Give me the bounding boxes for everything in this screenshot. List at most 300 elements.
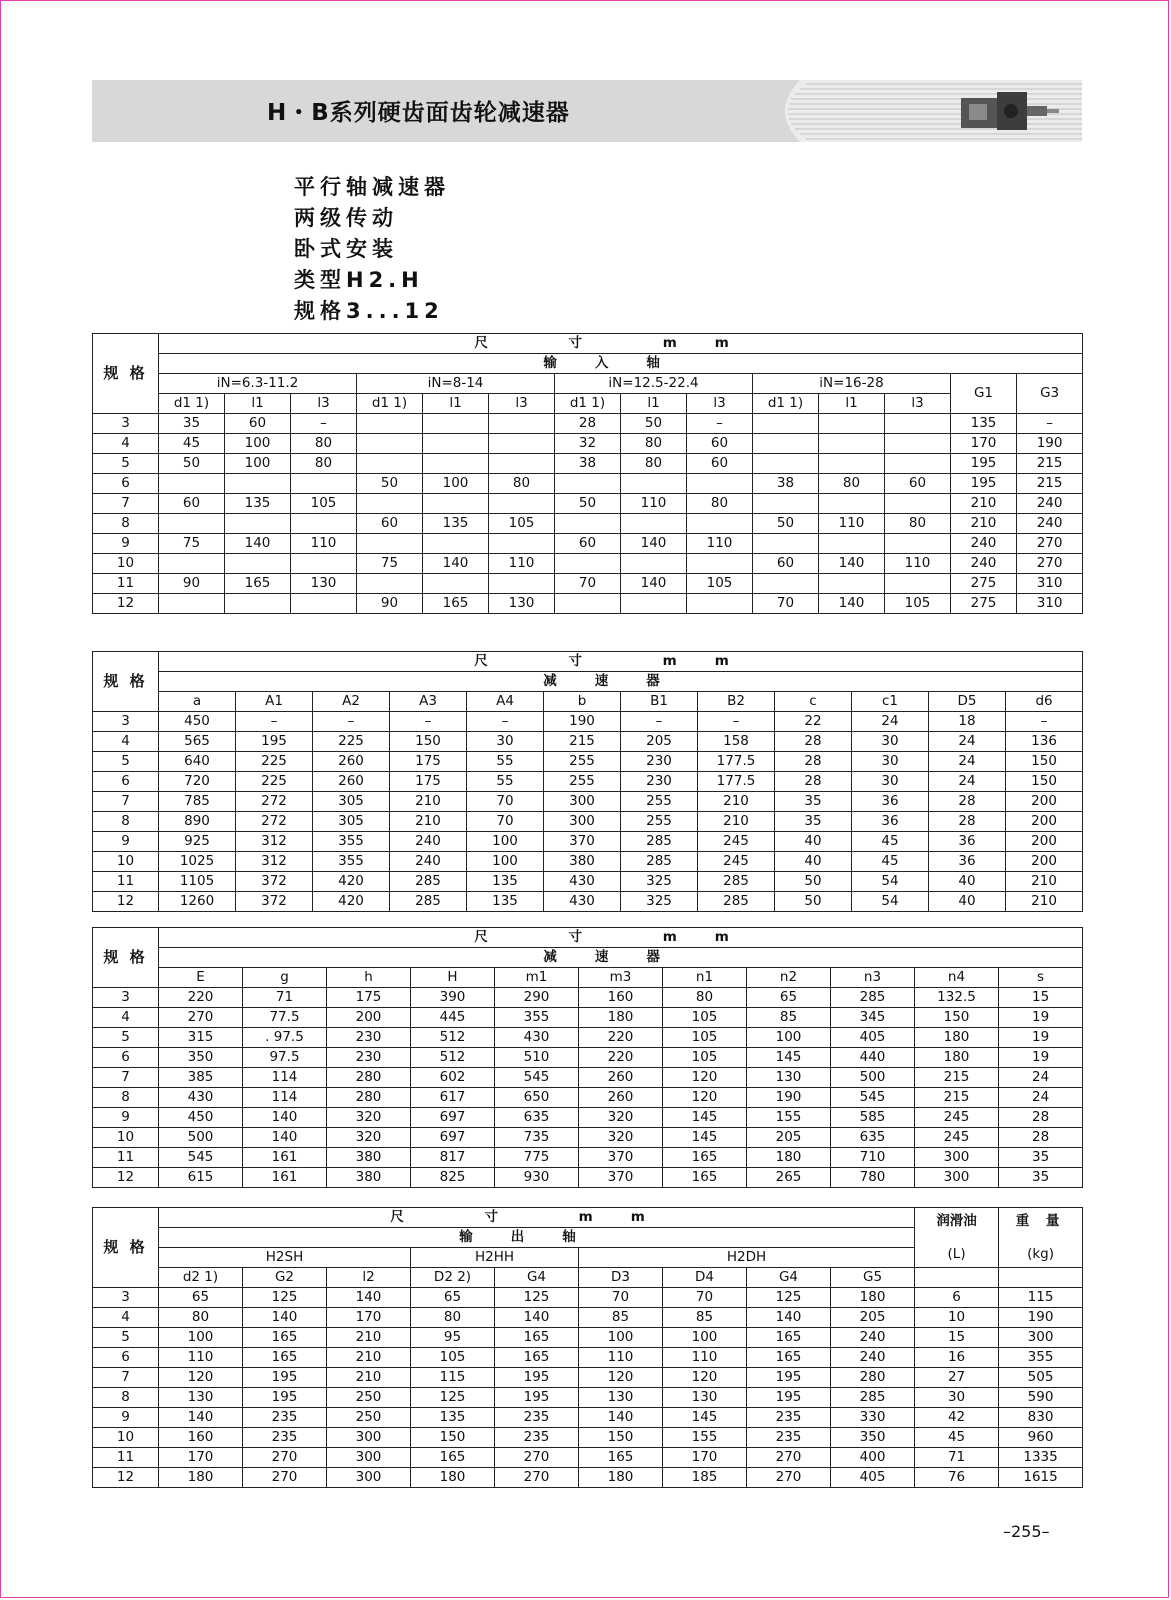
- column-header: A2: [313, 692, 390, 712]
- value-cell: 635: [831, 1128, 915, 1148]
- value-cell: 65: [411, 1288, 495, 1308]
- value-cell: [489, 494, 555, 514]
- value-cell: 312: [236, 832, 313, 852]
- size-cell: 10: [93, 852, 159, 872]
- value-cell: 110: [663, 1348, 747, 1368]
- value-cell: 140: [225, 534, 291, 554]
- value-cell: 177.5: [698, 772, 775, 792]
- value-cell: [621, 594, 687, 614]
- model-group: H2HH: [411, 1248, 579, 1268]
- column-header: A4: [467, 692, 544, 712]
- value-cell: 270: [159, 1008, 243, 1028]
- value-cell: 545: [831, 1088, 915, 1108]
- value-cell: 24: [999, 1068, 1083, 1088]
- value-cell: 120: [663, 1068, 747, 1088]
- value-cell: 105: [663, 1008, 747, 1028]
- value-cell: 225: [236, 772, 313, 792]
- value-cell: 15: [915, 1328, 999, 1348]
- table-row: [93, 892, 1083, 912]
- value-cell: 165: [663, 1168, 747, 1188]
- value-cell: 10: [915, 1308, 999, 1328]
- column-header: d1 1): [159, 394, 225, 414]
- value-cell: 380: [327, 1168, 411, 1188]
- value-cell: 1105: [159, 872, 236, 892]
- value-cell: 240: [951, 554, 1017, 574]
- size-cell: 12: [93, 1168, 159, 1188]
- value-cell: [423, 414, 489, 434]
- value-cell: 30: [467, 732, 544, 752]
- value-cell: 40: [775, 832, 852, 852]
- value-cell: 1260: [159, 892, 236, 912]
- value-cell: 312: [236, 852, 313, 872]
- value-cell: 180: [159, 1468, 243, 1488]
- value-cell: [885, 494, 951, 514]
- value-cell: 225: [313, 732, 390, 752]
- value-cell: 250: [327, 1388, 411, 1408]
- value-cell: 240: [831, 1328, 915, 1348]
- column-header: D2 2): [411, 1268, 495, 1288]
- value-cell: 205: [621, 732, 698, 752]
- table-row: [93, 1288, 1083, 1308]
- value-cell: 270: [243, 1468, 327, 1488]
- value-cell: 370: [579, 1148, 663, 1168]
- value-cell: 150: [411, 1428, 495, 1448]
- size-cell: 3: [93, 988, 159, 1008]
- value-cell: 240: [1017, 514, 1083, 534]
- oil-header: [915, 1208, 999, 1268]
- value-cell: 97.5: [243, 1048, 327, 1068]
- value-cell: 245: [698, 832, 775, 852]
- value-cell: [423, 434, 489, 454]
- table-row: [93, 594, 1083, 614]
- value-cell: 165: [747, 1348, 831, 1368]
- value-cell: 160: [579, 988, 663, 1008]
- size-cell: 11: [93, 1148, 159, 1168]
- value-cell: 70: [555, 574, 621, 594]
- value-cell: 275: [951, 594, 1017, 614]
- table-row: [93, 434, 1083, 454]
- table-row: [93, 574, 1083, 594]
- ratio-group: iN=8-14: [357, 374, 555, 394]
- value-cell: 380: [327, 1148, 411, 1168]
- column-header: n2: [747, 968, 831, 988]
- value-cell: [621, 554, 687, 574]
- value-cell: 210: [1006, 872, 1083, 892]
- value-cell: –: [1017, 414, 1083, 434]
- value-cell: 320: [327, 1108, 411, 1128]
- value-cell: 145: [663, 1408, 747, 1428]
- row-label: 规 格: [93, 652, 159, 712]
- value-cell: 1025: [159, 852, 236, 872]
- value-cell: 430: [544, 872, 621, 892]
- value-cell: 260: [313, 772, 390, 792]
- value-cell: 45: [915, 1428, 999, 1448]
- dimension-title: 尺 寸 mm: [159, 928, 1083, 948]
- value-cell: 60: [687, 454, 753, 474]
- value-cell: 270: [1017, 554, 1083, 574]
- column-header: l2: [327, 1268, 411, 1288]
- value-cell: 135: [225, 494, 291, 514]
- value-cell: 500: [159, 1128, 243, 1148]
- value-cell: 450: [159, 1108, 243, 1128]
- weight-label: 重 量: [1015, 1212, 1066, 1229]
- value-cell: [357, 434, 423, 454]
- subtitle-line: 类型H2.H: [294, 268, 424, 292]
- value-cell: [885, 414, 951, 434]
- value-cell: 215: [915, 1088, 999, 1108]
- value-cell: 35: [999, 1148, 1083, 1168]
- table-row: [93, 772, 1083, 792]
- value-cell: 130: [663, 1388, 747, 1408]
- value-cell: 280: [831, 1368, 915, 1388]
- value-cell: [291, 514, 357, 534]
- value-cell: 215: [544, 732, 621, 752]
- value-cell: 210: [327, 1368, 411, 1388]
- value-cell: 28: [929, 812, 1006, 832]
- value-cell: 16: [915, 1348, 999, 1368]
- value-cell: 30: [852, 752, 929, 772]
- value-cell: 110: [819, 514, 885, 534]
- column-header: s: [999, 968, 1083, 988]
- section-title: 输出轴: [159, 1228, 915, 1248]
- value-cell: 140: [621, 534, 687, 554]
- value-cell: [291, 594, 357, 614]
- size-cell: 8: [93, 812, 159, 832]
- value-cell: 310: [1017, 574, 1083, 594]
- value-cell: [819, 574, 885, 594]
- value-cell: 24: [929, 772, 1006, 792]
- ratio-group: iN=16-28: [753, 374, 951, 394]
- value-cell: 24: [852, 712, 929, 732]
- size-cell: 10: [93, 554, 159, 574]
- value-cell: 215: [1017, 474, 1083, 494]
- value-cell: 180: [915, 1028, 999, 1048]
- value-cell: 320: [579, 1128, 663, 1148]
- value-cell: 285: [698, 892, 775, 912]
- value-cell: 240: [951, 534, 1017, 554]
- value-cell: 80: [819, 474, 885, 494]
- value-cell: 245: [915, 1128, 999, 1148]
- value-cell: 140: [621, 574, 687, 594]
- value-cell: 430: [159, 1088, 243, 1108]
- size-cell: 7: [93, 1368, 159, 1388]
- value-cell: 80: [291, 434, 357, 454]
- value-cell: 60: [687, 434, 753, 454]
- column-header: d2 1): [159, 1268, 243, 1288]
- table-row: [93, 812, 1083, 832]
- value-cell: 545: [495, 1068, 579, 1088]
- table-row: [93, 1168, 1083, 1188]
- value-cell: 115: [411, 1368, 495, 1388]
- value-cell: 285: [831, 988, 915, 1008]
- value-cell: 135: [411, 1408, 495, 1428]
- value-cell: 205: [831, 1308, 915, 1328]
- value-cell: [225, 474, 291, 494]
- value-cell: 165: [663, 1148, 747, 1168]
- value-cell: 370: [579, 1168, 663, 1188]
- value-cell: [753, 454, 819, 474]
- column-header: b: [544, 692, 621, 712]
- value-cell: 150: [1006, 752, 1083, 772]
- value-cell: 125: [495, 1288, 579, 1308]
- value-cell: 28: [775, 752, 852, 772]
- value-cell: 40: [775, 852, 852, 872]
- value-cell: 70: [467, 792, 544, 812]
- column-header: A1: [236, 692, 313, 712]
- column-header: a: [159, 692, 236, 712]
- value-cell: 161: [243, 1168, 327, 1188]
- value-cell: 105: [291, 494, 357, 514]
- value-cell: [753, 534, 819, 554]
- value-cell: 210: [327, 1348, 411, 1368]
- value-cell: 585: [831, 1108, 915, 1128]
- value-cell: 38: [753, 474, 819, 494]
- value-cell: 110: [579, 1348, 663, 1368]
- table-row: [93, 474, 1083, 494]
- value-cell: 210: [698, 812, 775, 832]
- value-cell: [423, 574, 489, 594]
- value-cell: 285: [621, 852, 698, 872]
- value-cell: 132.5: [915, 988, 999, 1008]
- value-cell: 19: [999, 1028, 1083, 1048]
- value-cell: 77.5: [243, 1008, 327, 1028]
- value-cell: 90: [357, 594, 423, 614]
- value-cell: 27: [915, 1368, 999, 1388]
- value-cell: 590: [999, 1388, 1083, 1408]
- value-cell: 350: [159, 1048, 243, 1068]
- value-cell: 110: [687, 534, 753, 554]
- value-cell: 210: [327, 1328, 411, 1348]
- value-cell: 130: [291, 574, 357, 594]
- value-cell: . 97.5: [243, 1028, 327, 1048]
- value-cell: [819, 434, 885, 454]
- value-cell: 100: [467, 832, 544, 852]
- column-header: B2: [698, 692, 775, 712]
- table-row: [93, 1428, 1083, 1448]
- size-cell: 11: [93, 574, 159, 594]
- value-cell: 210: [951, 514, 1017, 534]
- value-cell: 100: [663, 1328, 747, 1348]
- value-cell: 180: [579, 1008, 663, 1028]
- table-row: [93, 454, 1083, 474]
- value-cell: 565: [159, 732, 236, 752]
- column-header: l3: [291, 394, 357, 414]
- value-cell: 215: [915, 1068, 999, 1088]
- value-cell: 32: [555, 434, 621, 454]
- value-cell: [225, 554, 291, 574]
- value-cell: 200: [1006, 792, 1083, 812]
- column-header: l1: [423, 394, 489, 414]
- value-cell: [687, 594, 753, 614]
- value-cell: 235: [243, 1408, 327, 1428]
- column-header: n3: [831, 968, 915, 988]
- value-cell: 285: [698, 872, 775, 892]
- value-cell: 28: [929, 792, 1006, 812]
- value-cell: 140: [495, 1308, 579, 1328]
- table-row: [93, 1048, 1083, 1068]
- value-cell: 220: [579, 1048, 663, 1068]
- value-cell: 250: [327, 1408, 411, 1428]
- size-cell: 4: [93, 1308, 159, 1328]
- value-cell: 24: [999, 1088, 1083, 1108]
- section-title: 输入轴: [159, 354, 1083, 374]
- table-row: [93, 732, 1083, 752]
- value-cell: 85: [747, 1008, 831, 1028]
- value-cell: 70: [579, 1288, 663, 1308]
- value-cell: 105: [663, 1028, 747, 1048]
- table-row: [93, 414, 1083, 434]
- value-cell: 105: [489, 514, 555, 534]
- value-cell: 18: [929, 712, 1006, 732]
- table-row: [93, 1348, 1083, 1368]
- value-cell: 130: [579, 1388, 663, 1408]
- column-header: n4: [915, 968, 999, 988]
- size-cell: 5: [93, 1328, 159, 1348]
- value-cell: [885, 574, 951, 594]
- value-cell: 15: [999, 988, 1083, 1008]
- value-cell: 370: [544, 832, 621, 852]
- value-cell: 240: [390, 832, 467, 852]
- column-header: E: [159, 968, 243, 988]
- value-cell: 24: [929, 752, 1006, 772]
- value-cell: 300: [544, 812, 621, 832]
- value-cell: 35: [775, 812, 852, 832]
- value-cell: [489, 534, 555, 554]
- value-cell: 300: [915, 1148, 999, 1168]
- table-row: [93, 872, 1083, 892]
- value-cell: 38: [555, 454, 621, 474]
- value-cell: [885, 434, 951, 454]
- column-header: D5: [929, 692, 1006, 712]
- value-cell: 930: [495, 1168, 579, 1188]
- value-cell: 65: [747, 988, 831, 1008]
- value-cell: 45: [852, 852, 929, 872]
- value-cell: 140: [423, 554, 489, 574]
- value-cell: [489, 574, 555, 594]
- value-cell: 80: [687, 494, 753, 514]
- value-cell: 960: [999, 1428, 1083, 1448]
- size-cell: 10: [93, 1428, 159, 1448]
- value-cell: 30: [915, 1388, 999, 1408]
- value-cell: 500: [831, 1068, 915, 1088]
- value-cell: [423, 534, 489, 554]
- value-cell: [621, 514, 687, 534]
- value-cell: 75: [357, 554, 423, 574]
- value-cell: 355: [313, 832, 390, 852]
- value-cell: 30: [852, 772, 929, 792]
- value-cell: 145: [747, 1048, 831, 1068]
- column-header: c1: [852, 692, 929, 712]
- value-cell: 50: [775, 872, 852, 892]
- row-label: 规 格: [93, 928, 159, 988]
- value-cell: 270: [1017, 534, 1083, 554]
- value-cell: [621, 474, 687, 494]
- value-cell: 170: [951, 434, 1017, 454]
- value-cell: 110: [291, 534, 357, 554]
- dimension-title: 尺 寸 mm: [159, 1208, 915, 1228]
- value-cell: 245: [698, 852, 775, 872]
- value-cell: 95: [411, 1328, 495, 1348]
- value-cell: 345: [831, 1008, 915, 1028]
- value-cell: 220: [579, 1028, 663, 1048]
- value-cell: [687, 474, 753, 494]
- value-cell: 255: [544, 772, 621, 792]
- value-cell: 405: [831, 1468, 915, 1488]
- value-cell: 80: [885, 514, 951, 534]
- table-row: [93, 1068, 1083, 1088]
- value-cell: 40: [929, 892, 1006, 912]
- value-cell: [555, 594, 621, 614]
- value-cell: 195: [243, 1368, 327, 1388]
- value-cell: 114: [243, 1068, 327, 1088]
- value-cell: 140: [159, 1408, 243, 1428]
- value-cell: 285: [831, 1388, 915, 1408]
- value-cell: 260: [313, 752, 390, 772]
- column-header: G1: [951, 374, 1017, 414]
- table-row: [93, 832, 1083, 852]
- value-cell: 300: [915, 1168, 999, 1188]
- value-cell: [357, 494, 423, 514]
- header-banner: [92, 80, 1082, 142]
- value-cell: 190: [999, 1308, 1083, 1328]
- value-cell: 300: [544, 792, 621, 812]
- value-cell: 180: [831, 1288, 915, 1308]
- table-row: [93, 792, 1083, 812]
- page-title: H・B系列硬齿面齿轮减速器: [267, 100, 570, 126]
- value-cell: 720: [159, 772, 236, 792]
- value-cell: 512: [411, 1028, 495, 1048]
- table-row: [93, 1108, 1083, 1128]
- value-cell: –: [621, 712, 698, 732]
- value-cell: 135: [467, 892, 544, 912]
- value-cell: 50: [753, 514, 819, 534]
- value-cell: 19: [999, 1048, 1083, 1068]
- value-cell: 80: [621, 434, 687, 454]
- value-cell: 230: [327, 1048, 411, 1068]
- value-cell: [819, 454, 885, 474]
- value-cell: 145: [663, 1128, 747, 1148]
- value-cell: 100: [579, 1328, 663, 1348]
- value-cell: 545: [159, 1148, 243, 1168]
- value-cell: –: [698, 712, 775, 732]
- size-cell: 3: [93, 414, 159, 434]
- size-cell: 4: [93, 434, 159, 454]
- value-cell: 158: [698, 732, 775, 752]
- value-cell: [357, 454, 423, 474]
- value-cell: 230: [327, 1028, 411, 1048]
- size-cell: 9: [93, 1108, 159, 1128]
- value-cell: 36: [852, 812, 929, 832]
- value-cell: 285: [390, 872, 467, 892]
- column-header: d1 1): [555, 394, 621, 414]
- ratio-group: iN=6.3-11.2: [159, 374, 357, 394]
- value-cell: 190: [544, 712, 621, 732]
- value-cell: 450: [159, 712, 236, 732]
- value-cell: 355: [313, 852, 390, 872]
- dimension-title: 尺 寸 mm: [159, 334, 1083, 354]
- value-cell: 290: [495, 988, 579, 1008]
- value-cell: 135: [467, 872, 544, 892]
- value-cell: 617: [411, 1088, 495, 1108]
- value-cell: 150: [1006, 772, 1083, 792]
- value-cell: 210: [951, 494, 1017, 514]
- value-cell: 54: [852, 892, 929, 912]
- value-cell: 310: [1017, 594, 1083, 614]
- value-cell: 195: [951, 454, 1017, 474]
- value-cell: 45: [852, 832, 929, 852]
- value-cell: 70: [753, 594, 819, 614]
- value-cell: 76: [915, 1468, 999, 1488]
